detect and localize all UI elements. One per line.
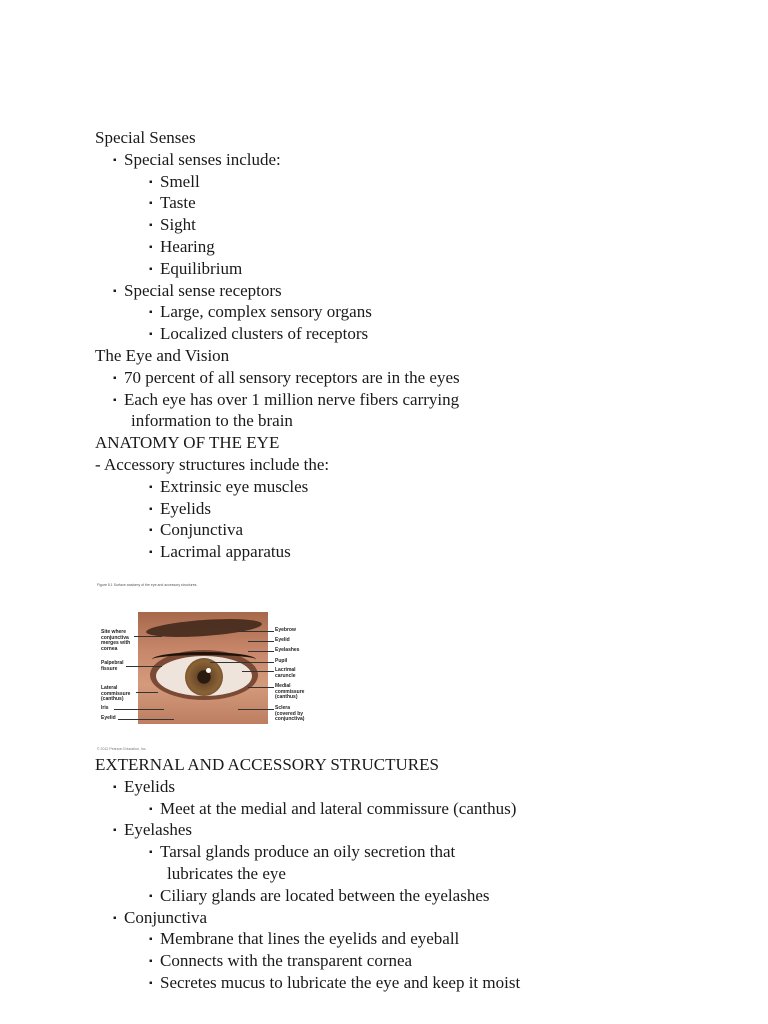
leader-line (248, 641, 274, 642)
figure-label-left: Palpebral fissure (101, 660, 124, 672)
bullet-icon: ▪ (149, 803, 153, 815)
list-item: ▪ Equilibrium (95, 258, 715, 280)
list-item: ▪ Tarsal glands produce an oily secretion that (95, 841, 715, 863)
bullet-icon: ▪ (113, 285, 117, 297)
eye-anatomy-figure (98, 610, 312, 726)
list-item: ▪ Eyelashes (95, 819, 715, 841)
bullet-icon: ▪ (149, 977, 153, 989)
leader-line (134, 636, 162, 637)
leader-line (126, 666, 162, 667)
section-heading: The Eye and Vision (95, 345, 230, 365)
list-item: ▪ Eyelids (95, 776, 715, 798)
bullet-icon: ▪ (149, 934, 153, 946)
figure-label-right: Pupil (275, 658, 288, 664)
list-item-continuation: information to the brain (131, 411, 293, 431)
section-heading: Special Senses (95, 128, 196, 147)
list-item: ▪ Eyelids (95, 498, 715, 520)
bullet-icon: ▪ (149, 198, 153, 210)
leader-line (238, 709, 274, 710)
bullet-icon: ▪ (113, 394, 117, 406)
list-item: ▪ Meet at the medial and lateral commissure (canthus) (95, 798, 715, 820)
iris-shape (185, 658, 223, 696)
bullet-icon: ▪ (149, 525, 153, 537)
bullet-icon: ▪ (113, 372, 117, 384)
section-external-accessory (95, 754, 715, 994)
figure-label-left: Site where conjunctiva merges with cornea (101, 629, 131, 652)
list-item-continuation: lubricates the eye (167, 863, 286, 883)
pupil-glint (206, 668, 211, 673)
list-item: ▪ Ciliary glands are located between the eyelashes (95, 885, 715, 907)
section-heading: ANATOMY OF THE EYE (95, 433, 280, 453)
section-intro: - Accessory structures include the: (95, 454, 330, 474)
bullet-icon: ▪ (113, 912, 117, 924)
leader-line (242, 671, 274, 672)
figure-label-right: Eyelid (275, 637, 290, 643)
list-item: ▪ Taste (95, 192, 715, 214)
bullet-icon: ▪ (113, 825, 117, 837)
figure-label-left: Iris (101, 705, 109, 711)
section-special-senses (95, 127, 715, 563)
bullet-icon: ▪ (149, 847, 153, 859)
list-item: ▪ Sight (95, 214, 715, 236)
figure-label-left: Lateral commissure (canthus) (101, 685, 131, 702)
bullet-icon: ▪ (149, 956, 153, 968)
figure-label-right: Medial commissure (canthus) (275, 683, 305, 700)
figure-label-right: Sclera (covered by conjunctiva) (275, 705, 305, 722)
figure-label-left: Eyelid (101, 715, 116, 721)
leader-line (114, 709, 164, 710)
eyebrow-shape (146, 616, 263, 640)
list-item: ▪ Conjunctiva (95, 519, 715, 541)
bullet-icon: ▪ (149, 176, 153, 188)
bullet-icon: ▪ (149, 263, 153, 275)
bullet-icon: ▪ (113, 154, 117, 166)
list-item: ▪ Secretes mucus to lubricate the eye and keep it moist (95, 972, 715, 994)
figure-label-right: Eyelashes (275, 647, 300, 653)
eye-photo (138, 612, 268, 724)
leader-line (248, 651, 274, 652)
bullet-icon: ▪ (149, 307, 153, 319)
list-item: ▪ Each eye has over 1 million nerve fibers carrying (95, 389, 715, 411)
leader-line (118, 719, 174, 720)
list-item: ▪ Conjunctiva (95, 907, 715, 929)
list-item: ▪ Lacrimal apparatus (95, 541, 715, 563)
list-item: ▪ Special senses include: (95, 149, 715, 171)
bullet-icon: ▪ (149, 481, 153, 493)
bullet-icon: ▪ (149, 220, 153, 232)
bullet-icon: ▪ (149, 890, 153, 902)
bullet-icon: ▪ (149, 241, 153, 253)
leader-line (136, 692, 158, 693)
list-item: ▪ 70 percent of all sensory receptors are in the eyes (95, 367, 715, 389)
figure-caption: Figure 8.1 Surface anatomy of the eye and accessory structures. (97, 583, 198, 587)
figure-label-right: Lacrimal caruncle (275, 667, 296, 679)
list-item: ▪ Smell (95, 171, 715, 193)
list-item: ▪ Connects with the transparent cornea (95, 950, 715, 972)
list-item: ▪ Localized clusters of receptors (95, 323, 715, 345)
bullet-icon: ▪ (149, 329, 153, 341)
figure-copyright: © 2012 Pearson Education, Inc. (97, 747, 147, 751)
leader-line (238, 631, 274, 632)
leader-line (248, 687, 274, 688)
list-item: ▪ Large, complex sensory organs (95, 301, 715, 323)
list-item: ▪ Extrinsic eye muscles (95, 476, 715, 498)
bullet-icon: ▪ (113, 781, 117, 793)
figure-label-right: Eyebrow (275, 627, 296, 633)
bullet-icon: ▪ (149, 547, 153, 559)
leader-line (210, 662, 274, 663)
list-item: ▪ Hearing (95, 236, 715, 258)
list-item: ▪ Membrane that lines the eyelids and eyeball (95, 928, 715, 950)
list-item: ▪ Special sense receptors (95, 280, 715, 302)
bullet-icon: ▪ (149, 503, 153, 515)
section-heading: EXTERNAL AND ACCESSORY STRUCTURES (95, 755, 439, 774)
